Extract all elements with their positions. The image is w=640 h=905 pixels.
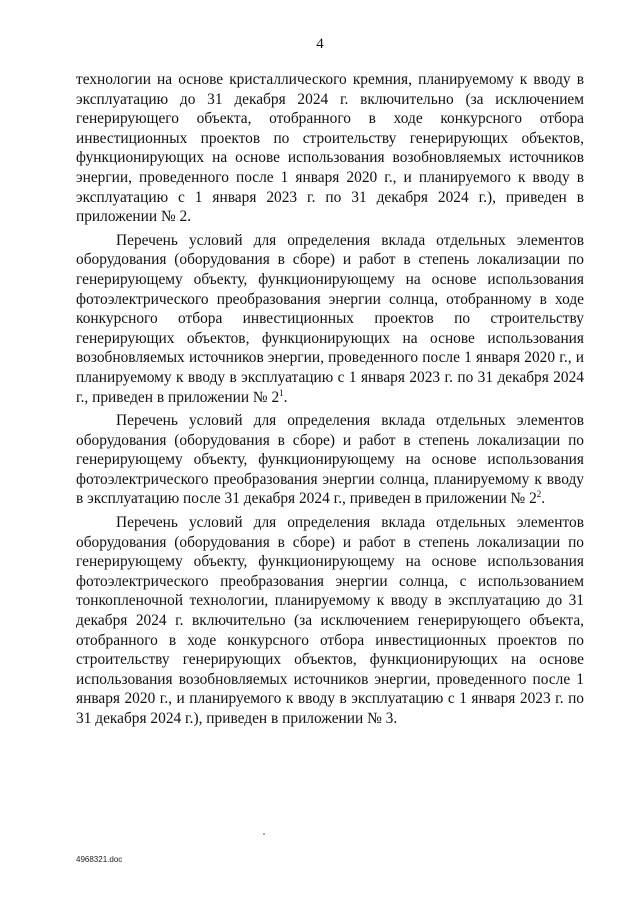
paragraph-appendix-3 — [76, 513, 584, 729]
superscript-index: 1 — [279, 387, 284, 398]
paragraph-tail: . — [541, 490, 546, 508]
paragraph-tail: . — [283, 388, 288, 406]
paragraph-appendix-2-1 — [76, 231, 584, 407]
superscript-index: 2 — [536, 489, 542, 500]
paragraph-text: технологии на основе кристаллического кремния, планируемому к вводу в эксплуатацию до 31 декабря 2024 г. включительно (за исключением генерирующего объекта, отобранного в ходе конкурсного отбора инвестиционных проектов по строительству генерирующих объектов, функционирующих на основе использования возобновляемых источников энергии, проведенного после 1 января 2020 г., и планируемого к вводу в эксплуатацию с 1 января 2023 г. по 31 декабря 2024 г.), приведен в приложении № 2. — [76, 71, 584, 226]
document-body — [76, 70, 584, 733]
paragraph-appendix-2-2 — [76, 411, 584, 509]
paragraph-text: Перечень условий для определения вклада отдельных элементов оборудования (оборудования в сборе) и работ в степень локализации по генерирующему объекту, функционирующему на основе использования фотоэлектрического преобразования энергии солнца, планируемому к вводу в эксплуатацию после 31 декабря 2024 г., приведен в приложении № 2 — [76, 412, 584, 508]
footer-file-name: 4968321.doc — [76, 855, 123, 864]
paragraph-text: Перечень условий для определения вклада отдельных элементов оборудования (оборудования в сборе) и работ в степень локализации по генерирующему объекту, функционирующему на основе использования фотоэлектрического преобразования энергии солнца, отобранному в ходе конкурсного отбора инвестиционных проектов по строительству генерирующих объектов, функционирующих на основе использования возобновляемых источников энергии, проведенного после 1 января 2020 г., и планируемому к вводу в эксплуатацию с 1 января 2023 г. по 31 декабря 2024 г., приведен в приложении № 2 — [76, 231, 584, 406]
paragraph-text: Перечень условий для определения вклада отдельных элементов оборудования (оборудования в сборе) и работ в степень локализации по генерирующему объекту, функционирующему на основе использования фотоэлектрического преобразования энергии солнца, с использованием тонкопленочной технологии, планируемому к вводу в эксплуатацию до 31 декабря 2024 г. включительно (за исключением генерирующего объекта, отобранного в ходе конкурсного отбора инвестиционных проектов по строительству генерирующих объектов, функционирующих на основе использования возобновляемых источников энергии, проведенного после 1 января 2020 г., и планируемого к вводу в эксплуатацию с 1 января 2023 г. по 31 декабря 2024 г.), приведен в приложении № 3. — [76, 514, 584, 727]
paragraph-continuation — [76, 70, 584, 227]
page-number: 4 — [316, 36, 324, 52]
scan-dot-mark — [263, 833, 265, 835]
